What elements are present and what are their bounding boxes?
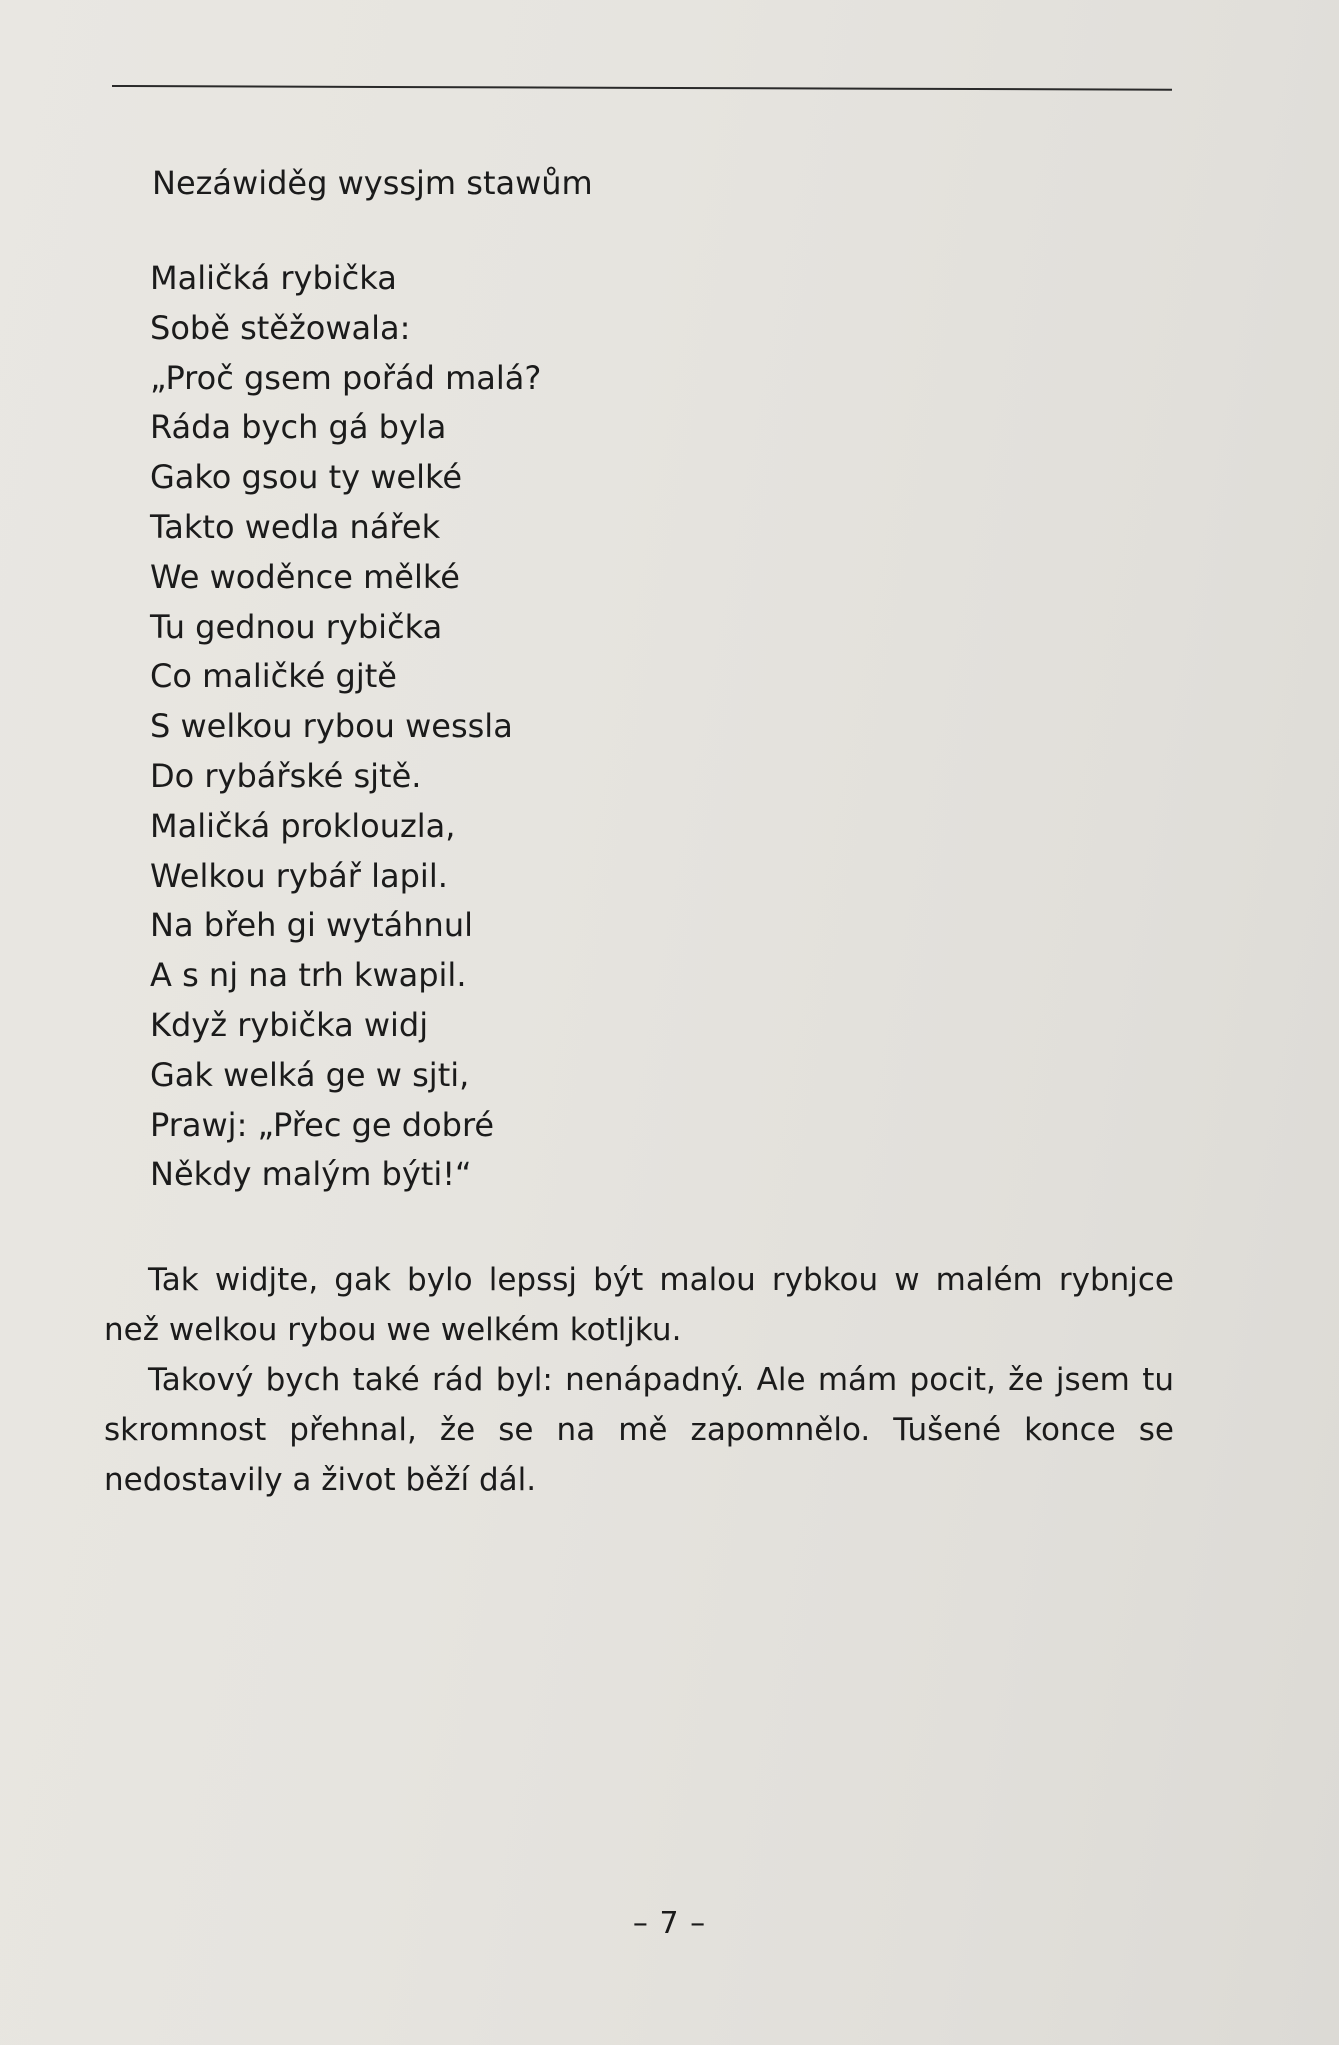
poem-line: Tu gednou rybička: [150, 607, 443, 646]
poem-line: Někdy malým býti!“: [150, 1155, 472, 1194]
poem-line: „Proč gsem pořád malá?: [150, 358, 542, 397]
page-number: – 7 –: [632, 1906, 707, 1941]
poem-line: Maličká proklouzla,: [150, 806, 456, 845]
poem-title: Nezáwiděg wyssjm stawům: [152, 164, 593, 202]
prose-paragraph: Tak widjte, gak bylo lepssj být malou rybkou w malém rybnjce než welkou rybou we welkém kotljku.: [104, 1262, 1174, 1348]
poem-line: Welkou rybář lapil.: [150, 856, 448, 895]
poem-line: Maličká rybička: [150, 259, 397, 297]
poem-line: Gako gsou ty welké: [150, 458, 463, 497]
poem-line: Co maličké gjtě: [150, 657, 397, 696]
poem-line: We woděnce mělké: [150, 557, 460, 596]
poem-line: Když rybička widj: [150, 1005, 429, 1044]
poem-line: Sobě stěžowala:: [150, 308, 411, 347]
poem-line: S welkou rybou wessla: [150, 707, 513, 746]
poem-line: Ráda bych gá byla: [150, 408, 447, 447]
poem-line: A s nj na trh kwapil.: [150, 956, 467, 995]
poem-line: Do rybářské sjtě.: [150, 756, 422, 795]
poem-line: Prawj: „Přec ge dobré: [150, 1105, 495, 1144]
prose-paragraph: Takový bych také rád byl: nenápadný. Ale mám pocit, že jsem tu skromnost přehnal, že se na mě zapomnělo. Tušené konce se nedostavily a život běží dál.: [104, 1362, 1174, 1498]
poem-line: Na břeh gi wytáhnul: [150, 906, 473, 945]
prose-section: [104, 1255, 1174, 1505]
poem-line: Takto wedla nářek: [150, 507, 441, 546]
poem-verse: [150, 254, 541, 1200]
poem-line: Gak welká ge w sjti,: [150, 1055, 470, 1094]
header-rule: [112, 85, 1172, 91]
